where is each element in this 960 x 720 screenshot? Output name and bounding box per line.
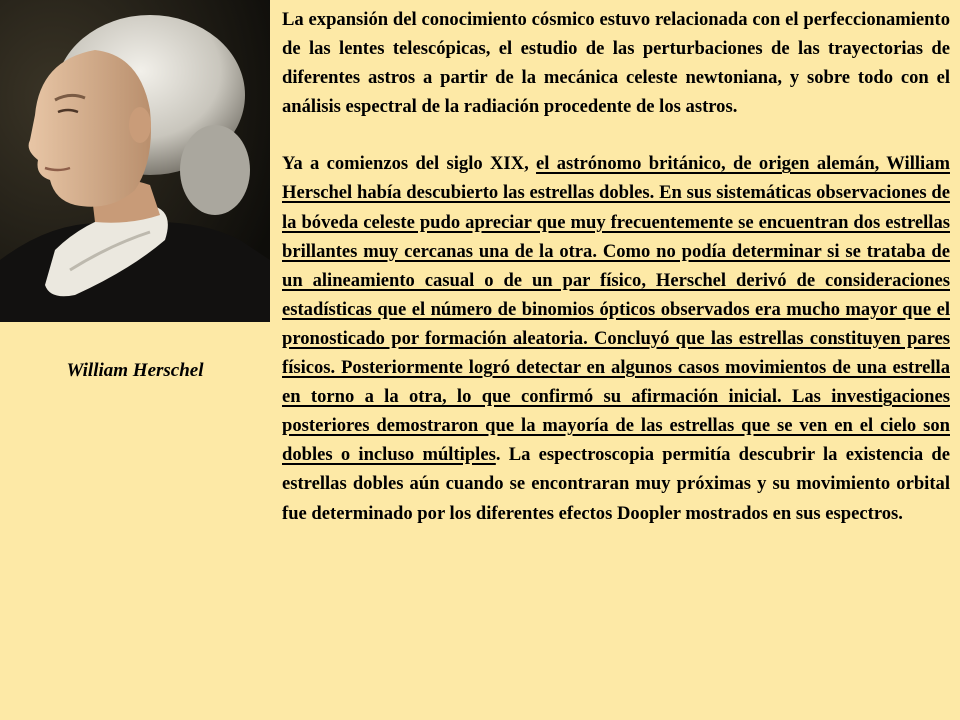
article-text xyxy=(282,5,950,528)
portrait-illustration xyxy=(0,0,270,322)
paragraph-2-rest: . La espectroscopia permitía descubrir la existencia de estrellas dobles aún cuando se encontraran muy próximas y su movimiento orbital fue determinado por los diferentes efectos Doopler mostrados en sus espectros. xyxy=(282,444,950,524)
paragraph-1: La expansión del conocimiento cósmico estuvo relacionada con el perfeccionamiento de las lentes telescópicas, el estudio de las perturbaciones de las trayectorias de diferentes astros a partir de la mecánica celeste newtoniana, y sobre todo con el análisis espectral de la radiación procedente de los astros. xyxy=(282,9,950,118)
paragraph-2 xyxy=(282,149,950,527)
paragraph-2-underlined: el astrónomo británico, de origen alemán, William Herschel había descubierto las estrellas dobles. En sus sistemáticas observaciones de la bóveda celeste pudo apreciar que muy frecuentemente se encuentran dos estrellas brillantes muy cercanas una de la otra. Como no podía determinar si se trataba de un alineamiento casual o de un par físico, Herschel derivó de consideraciones estadísticas que el número de binomios ópticos observados era mucho mayor que el pronosticado por formación aleatoria. Concluyó que las estrellas constituyen pares físicos. Posteriormente logró detectar en algunos casos movimientos de una estrella en torno a la otra, lo que confirmó su afirmación inicial. Las investigaciones posteriores demostraron que la mayoría de las estrellas que se ven en el cielo son dobles o incluso múltiples xyxy=(282,153,950,466)
paragraph-2-intro: Ya a comienzos del siglo XIX, xyxy=(282,153,537,175)
portrait-caption: William Herschel xyxy=(66,360,204,381)
portrait-image xyxy=(0,0,270,322)
